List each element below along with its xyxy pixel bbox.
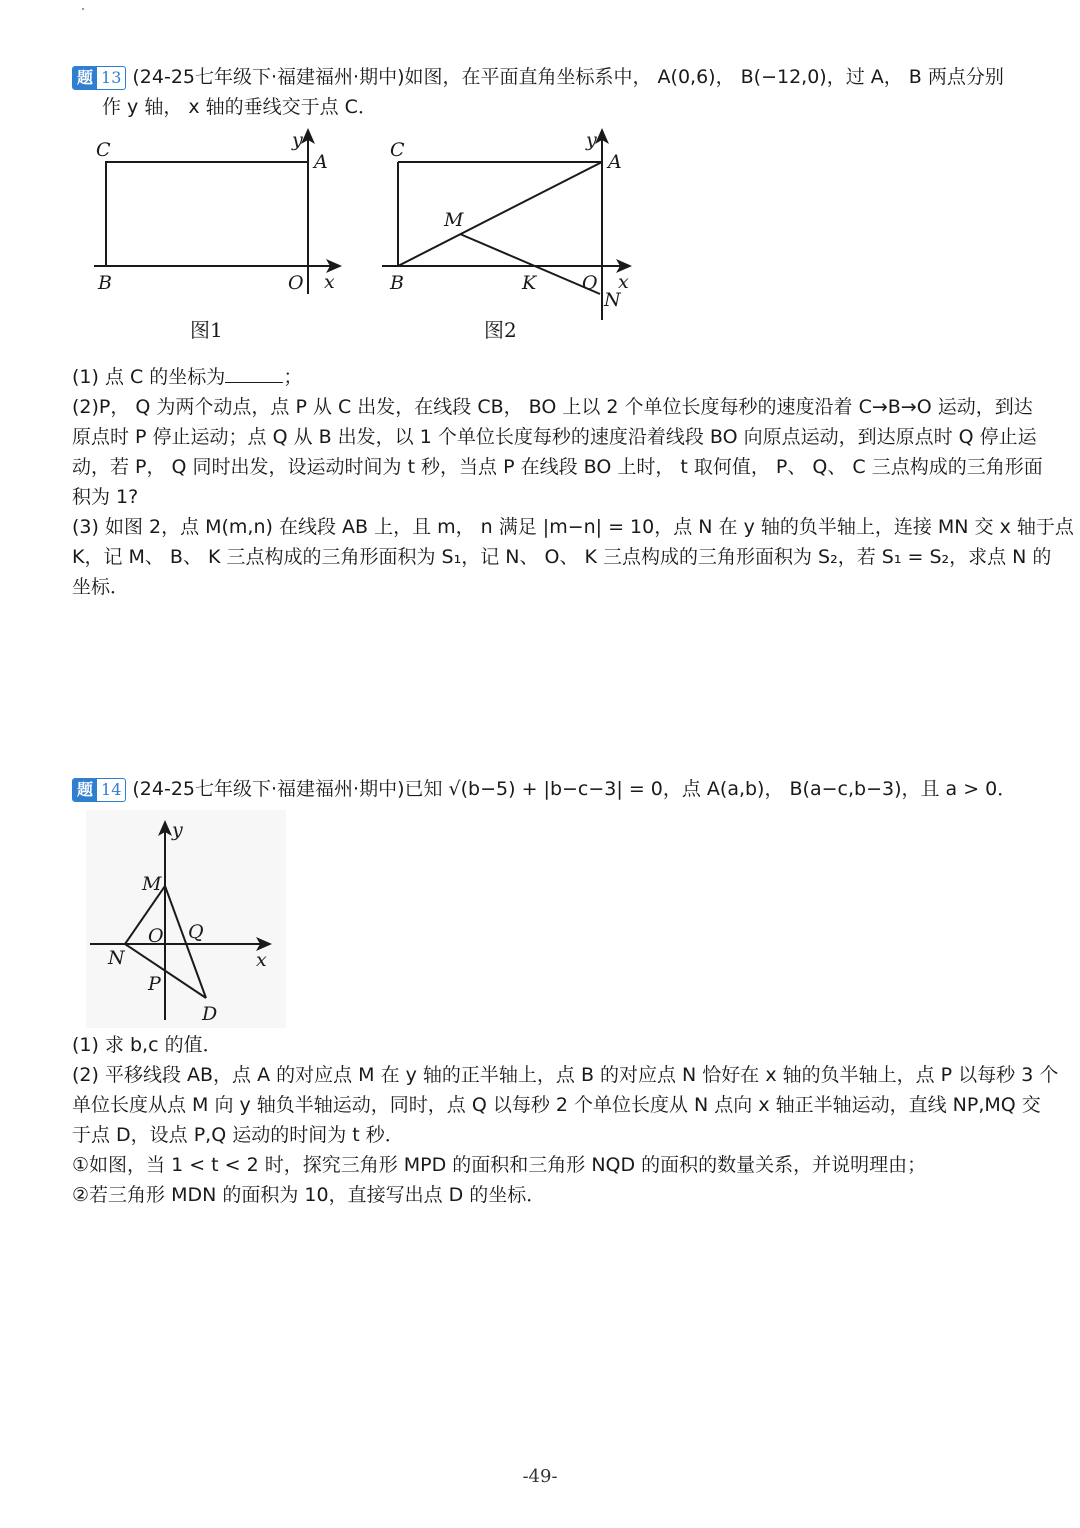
label-D: D <box>202 1003 218 1025</box>
question-2-line: 动，若 P， Q 同时出发，设运动时间为 t 秒，当点 P 在线段 BO 上时， t 取何值， P、 Q、 C 三点构成的三角形面 <box>72 456 1043 478</box>
tag-word: 题 <box>73 67 97 89</box>
question-3-line: (3) 如图 2，点 M(m,n) 在线段 AB 上，且 m， n 满足 |m−n| = 10，点 N 在 y 轴的负半轴上，连接 MN 交 x 轴于点 <box>72 516 1074 538</box>
label-y: y <box>172 819 183 841</box>
question-1-text: (1) 点 C 的坐标为 <box>72 366 226 388</box>
problem-13-figures <box>72 122 1020 354</box>
question-1 <box>72 362 1020 392</box>
page-speck <box>82 8 84 10</box>
question-2-line: 单位长度从点 M 向 y 轴负半轴运动，同时，点 Q 以每秒 2 个单位长度从 N 点向 x 轴正半轴运动，直线 NP,MQ 交 <box>72 1094 1041 1116</box>
label-B: B <box>390 272 404 294</box>
stem-text: 如图，在平面直角坐标系中， A(0,6)， B(−12,0)，过 A， B 两点分别 <box>404 66 1004 88</box>
question-2-line: (2)P， Q 为两个动点，点 P 从 C 出发，在线段 CB， BO 上以 2 个单位长度每秒的速度沿着 C→B→O 运动，到达 <box>72 396 1033 418</box>
label-x: x <box>256 949 267 971</box>
problem-14-figure-area <box>72 804 1020 1030</box>
figure-2-caption: 图2 <box>484 318 517 342</box>
label-Q: Q <box>188 921 204 943</box>
label-x: x <box>324 271 335 293</box>
page-number: -49- <box>522 1466 558 1487</box>
tag-word: 题 <box>73 779 97 801</box>
label-x: x <box>618 271 629 293</box>
question-1-end: ； <box>283 366 303 388</box>
label-P: P <box>148 973 161 995</box>
question-2-line: 积为 1? <box>72 486 139 508</box>
problem-14 <box>72 774 1059 1210</box>
question-1: (1) 求 b,c 的值． <box>72 1034 222 1056</box>
answer-blank[interactable] <box>225 362 283 383</box>
question-3-line: K，记 M、 B、 K 三点构成的三角形面积为 S₁，记 N、 O、 K 三点构成的三角形面积为 S₂，若 S₁ = S₂，求点 N 的 <box>72 546 1052 568</box>
label-O: O <box>288 272 304 294</box>
question-2-line: 原点时 P 停止运动；点 Q 从 B 出发，以 1 个单位长度每秒的速度沿着线段 BO 向原点运动，到达原点时 Q 停止运 <box>72 426 1037 448</box>
question-2-line: (2) 平移线段 AB，点 A 的对应点 M 在 y 轴的正半轴上，点 B 的对应点 N 恰好在 x 轴的负半轴上，点 P 以每秒 3 个 <box>72 1064 1059 1086</box>
label-y: y <box>292 129 303 151</box>
label-A: A <box>314 151 328 173</box>
figure-1 <box>86 126 346 322</box>
label-M: M <box>444 209 464 231</box>
question-2-part-2: ②若三角形 MDN 的面积为 10，直接写出点 D 的坐标． <box>72 1184 546 1206</box>
label-O: O <box>582 272 598 294</box>
label-K: K <box>522 272 537 294</box>
problem-13-stem-line-1 <box>72 62 1020 92</box>
label-C: C <box>390 139 405 161</box>
question-2-part-1: ①如图，当 1 < t < 2 时，探究三角形 MPD 的面积和三角形 NQD 的面积的数量关系，并说明理由； <box>72 1154 927 1176</box>
label-B: B <box>98 272 112 294</box>
figure-2 <box>376 126 638 322</box>
label-N: N <box>108 947 125 969</box>
stem-text: 已知 √(b−5) + |b−c−3| = 0，点 A(a,b)， B(a−c,b−3)，且 a > 0． <box>404 778 1017 800</box>
problem-13 <box>72 62 1074 602</box>
problem-tag <box>72 66 126 90</box>
label-O: O <box>148 925 164 947</box>
problem-tag <box>72 778 126 802</box>
label-A: A <box>608 151 622 173</box>
tag-number: 14 <box>101 779 122 799</box>
problem-14-stem <box>72 774 1020 804</box>
rectangle-CBOA <box>106 162 308 266</box>
tag-number: 13 <box>101 67 122 87</box>
problem-source: (24-25七年级下·福建福州·期中) <box>132 778 405 800</box>
problem-13-stem-line-2: 作 y 轴， x 轴的垂线交于点 C． <box>102 96 377 118</box>
figure-3 <box>86 810 286 1028</box>
question-3-line: 坐标． <box>72 576 130 598</box>
figure-1-caption: 图1 <box>190 318 223 342</box>
question-2-line: 于点 D，设点 P,Q 运动的时间为 t 秒． <box>72 1124 404 1146</box>
label-M: M <box>142 873 162 895</box>
problem-source: (24-25七年级下·福建福州·期中) <box>132 66 405 88</box>
label-N: N <box>604 289 621 311</box>
label-C: C <box>96 139 111 161</box>
label-y: y <box>586 129 597 151</box>
